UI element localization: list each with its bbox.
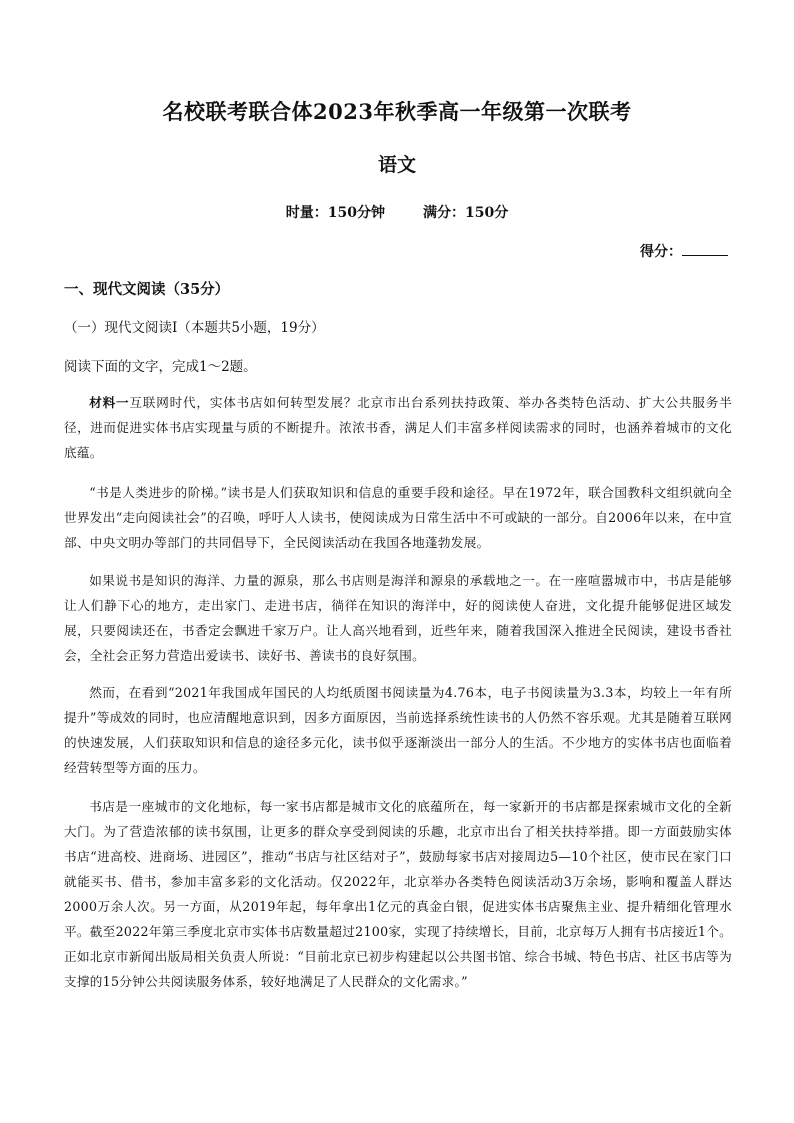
subject-title: 语文 <box>377 154 416 176</box>
exam-title: 名校联考联合体2023年秋季高一年级第一次联考 <box>162 99 632 124</box>
paragraph-1-text: 互联网时代，实体书店如何转型发展？北京市出台系列扶持政策、举办各类特色活动、扩大公共服务半径，进而促进实体书店实现量与质的不断提升。浓浓书香，满足人们丰富多样阅读需求的同时，也涵养着城市的文化底蕴。 <box>64 395 733 460</box>
exam-meta <box>0 202 794 222</box>
score-blank[interactable] <box>682 241 728 256</box>
full-score: 满分：150分 <box>423 205 509 221</box>
passage-paragraph-2: “书是人类进步的阶梯。”读书是人们获取知识和信息的重要手段和途径。早在1972年，联合国教科文组织就向全世界发出“走向阅读社会”的召唤，呼吁人人读书，使阅读成为日常生活中不可或缺的一部分。自2006年以来，在中宣部、中央文明办等部门的共同倡导下，全民阅读活动在我国各地蓬勃发展。 <box>64 485 732 550</box>
score-field <box>640 241 728 261</box>
passage-paragraph-4: 然而，在看到“2021年我国成年国民的人均纸质图书阅读量为4.76本，电子书阅读量为3.3本，均较上一年有所提升”等成效的同时，也应清醒地意识到，因多方面原因，当前选择系统性读书的人仍然不容乐观。尤其是随着互联网的快速发展，人们获取知识和信息的途径多元化，读书似乎逐渐淡出一部分人的生活。不少地方的实体书店也面临着经营转型等方面的压力。 <box>64 685 732 775</box>
section-heading: 一、现代文阅读（35分） <box>64 281 230 298</box>
passage-paragraph-3: 如果说书是知识的海洋、力量的源泉，那么书店则是海洋和源泉的承载地之一。在一座喧嚣城市中，书店是能够让人们静下心的地方，走出家门、走进书店，徜徉在知识的海洋中，好的阅读使人奋进，文化提升能够促进区域发展，只要阅读还在，书香定会飘进千家万户。让人高兴地看到，近些年来，随着我国深入推进全民阅读，建设书香社会，全社会正努力营造出爱读书、读好书、善读书的良好氛围。 <box>64 573 732 663</box>
time-limit: 时量：150分钟 <box>285 205 385 221</box>
passage-paragraph-1 <box>64 390 732 465</box>
passage-paragraph-5: 书店是一座城市的文化地标，每一家书店都是城市文化的底蕴所在，每一家新开的书店都是探索城市文化的全新大门。为了营造浓郁的读书氛围，让更多的群众享受到阅读的乐趣，北京市出台了相关扶持举措。即一方面鼓励实体书店“进高校、进商场、进园区”，推动“书店与社区结对子”，鼓励每家书店对接周边5—10个社区，使市民在家门口就能买书、借书，参加丰富多彩的文化活动。仅2022年，北京举办各类特色阅读活动3万余场，影响和覆盖人群达2000万余人次。另一方面，从2019年起，每年拿出1亿元的真金白银，促进实体书店聚焦主业、提升精细化管理水平。截至2022年第三季度北京市实体书店数量超过2100家，实现了持续增长，目前，北京每万人拥有书店接近1个。正如北京市新闻出版局相关负责人所说：“目前北京已初步构建起以公共图书馆、综合书城、特色书店、社区书店等为支撑的15分钟公共阅读服务体系，较好地满足了人民群众的文化需求。” <box>64 799 732 989</box>
reading-instruction: 阅读下面的文字，完成1～2题。 <box>64 359 257 375</box>
material-label: 材料一 <box>89 395 130 410</box>
subsection-heading: （一）现代文阅读Ⅰ（本题共5小题，19分） <box>64 320 325 336</box>
score-label: 得分： <box>640 244 682 260</box>
